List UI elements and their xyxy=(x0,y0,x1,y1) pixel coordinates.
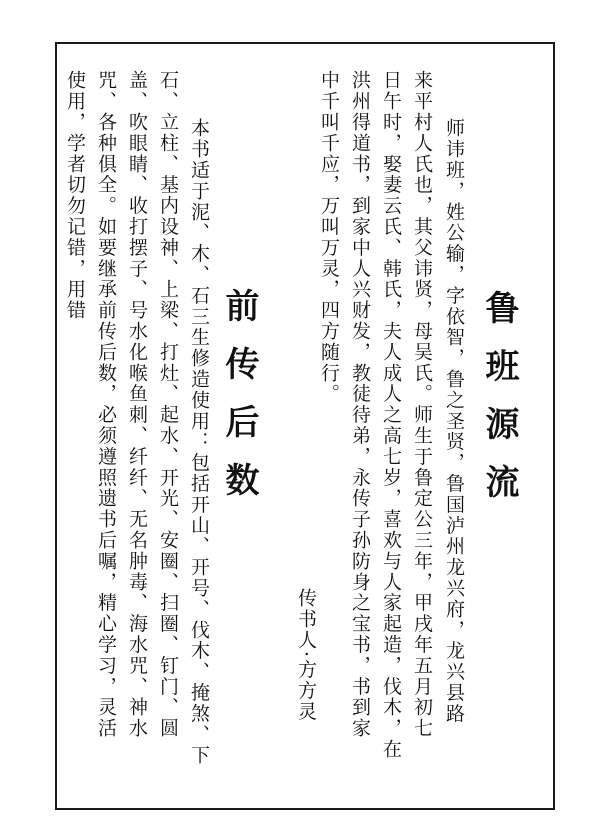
section-2-line-1: 本书适于泥、木、石三生修造使用：包括开山、开号、伐木、掩煞、下 xyxy=(188,118,210,766)
section-1-line-2: 来平村人氏也，其父讳贤，母吴氏。师生于鲁定公三年，甲戌年五月初七 xyxy=(411,70,433,739)
section-1-line-4: 洪州得道书，到家中人兴财发，教徒待弟，永传子孙防身之宝书，书到家 xyxy=(349,70,371,739)
signature: 传书人·方方灵 xyxy=(295,588,317,723)
section-2-line-2: 石、立柱、基内设神、上梁、打灶、起水、开光、安圈、扫圈、钉门、圆 xyxy=(157,70,179,739)
section-1-line-3: 日午时，娶妻云氏、韩氏，夫人成人之高七岁，喜欢与人家起造，伐木，在 xyxy=(380,70,402,760)
section-2-title: 前传后数 xyxy=(219,288,259,520)
section-1-title: 鲁班源流 xyxy=(479,290,519,522)
section-2-line-3: 盖、吹眼睛、收打摆子、号水化喉鱼刺、纤纤、无名肿毒、海水咒、神水 xyxy=(126,70,148,739)
section-2-line-4: 咒、各种俱全。如要继承前传后数，必须遵照遗书后嘱，精心学习，灵活 xyxy=(95,70,117,739)
section-2-line-5: 使用，学者切勿记错，用错 xyxy=(64,70,86,321)
section-1-line-5: 中千叫千应，万叫万灵，四方随行。 xyxy=(318,70,340,405)
section-1-line-1: 师讳班，姓公输，字依智，鲁之圣贤，鲁国泸州龙兴府，龙兴县路 xyxy=(443,118,465,725)
